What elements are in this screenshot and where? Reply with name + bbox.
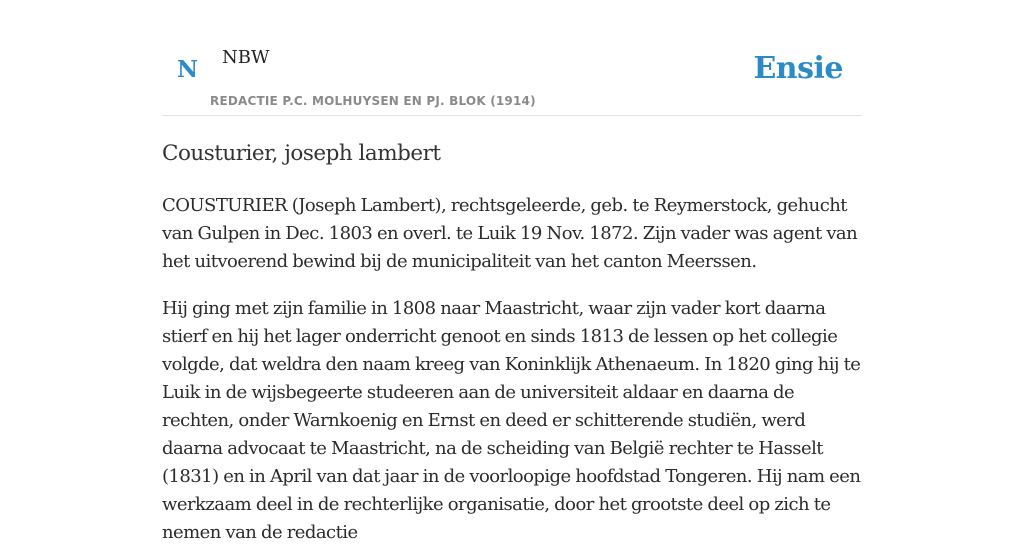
brand-logo[interactable]: Ensie [753, 51, 843, 86]
source-logo-letter[interactable]: N [177, 56, 199, 83]
source-name[interactable]: NBW [222, 47, 270, 68]
article-paragraph: Hij ging met zijn familie in 1808 naar Maastricht, waar zijn vader kort daarna stierf en hij het lager onderricht genoot en sinds 1813 de lessen op het collegie volgde, dat weldra den naam kreeg van Koninklijk Athenaeum. In 1820 ging hij te Luik in de wijsbegeerte studeeren aan de universiteit aldaar en daarna de rechten, onder Warnkoenig en Ernst en deed er schitterende studiën, werd daarna advocaat te Maastricht, na de scheiding van België rechter te Hasselt (1831) en in April van dat jaar in de voorloopige hoofdstad Tongeren. Hij nam een werkzaam deel in de rechterlijke organisatie, door het grootste deel op zich te nemen van de redactie [162, 298, 861, 543]
source-subtitle: REDACTIE P.C. MOLHUYSEN EN PJ. BLOK (1914) [210, 94, 536, 108]
article-paragraph: COUSTURIER (Joseph Lambert), rechtsgeleerde, geb. te Reymerstock, gehucht van Gulpen in Dec. 1803 en overl. te Luik 19 Nov. 1872. Zijn vader was agent van het uitvoerend bewind bij de municipaliteit van het canton Meerssen. [162, 195, 858, 272]
article [162, 138, 866, 547]
header [162, 0, 862, 116]
article-title: Cousturier, joseph lambert [162, 141, 441, 166]
